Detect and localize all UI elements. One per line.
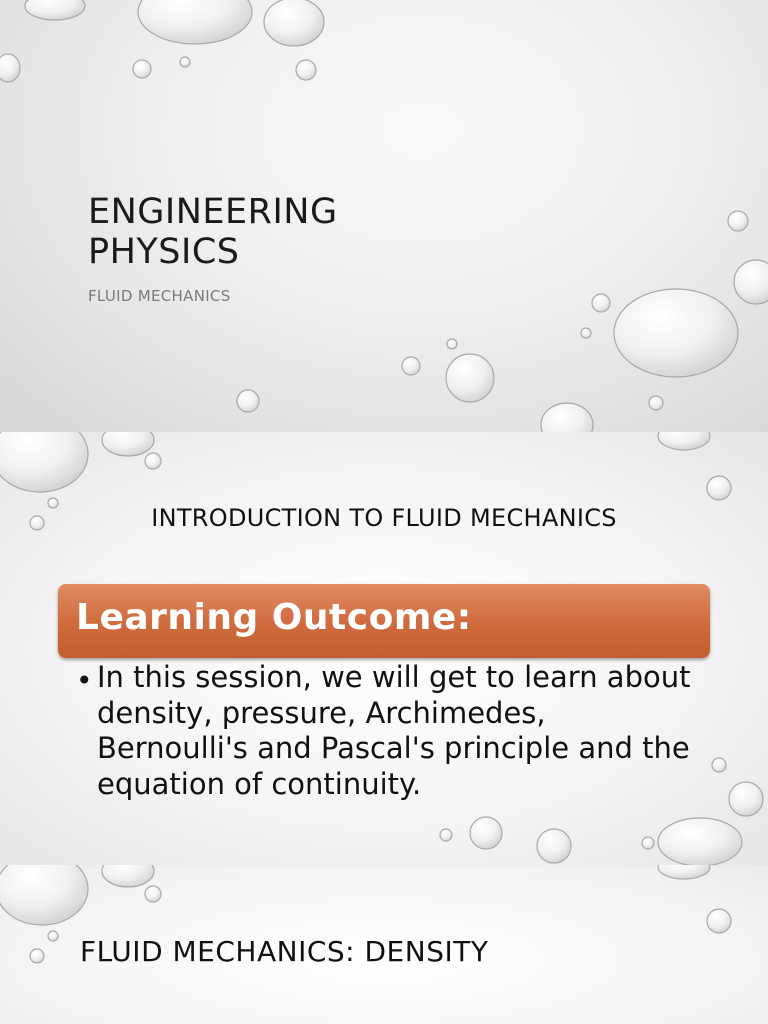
slide-title-heading: FLUID MECHANICS: DENSITY	[80, 935, 489, 968]
bullet-point: In this session, we will get to learn about density, pressure, Archimedes, Bernoulli's and Pascal's principle and the equation of continuity.	[97, 660, 691, 801]
slide-title-heading: ENGINEERING PHYSICS	[88, 192, 338, 272]
banner-label: Learning Outcome:	[76, 597, 472, 638]
slide-subtitle: FLUID MECHANICS	[88, 287, 231, 305]
bullet-icon: •	[76, 664, 93, 697]
learning-outcome-banner	[58, 584, 710, 658]
slide-density	[0, 865, 768, 1024]
slide-introduction	[0, 432, 768, 865]
slide-title	[0, 0, 768, 432]
slide-title-heading: INTRODUCTION TO FLUID MECHANICS	[151, 504, 617, 532]
